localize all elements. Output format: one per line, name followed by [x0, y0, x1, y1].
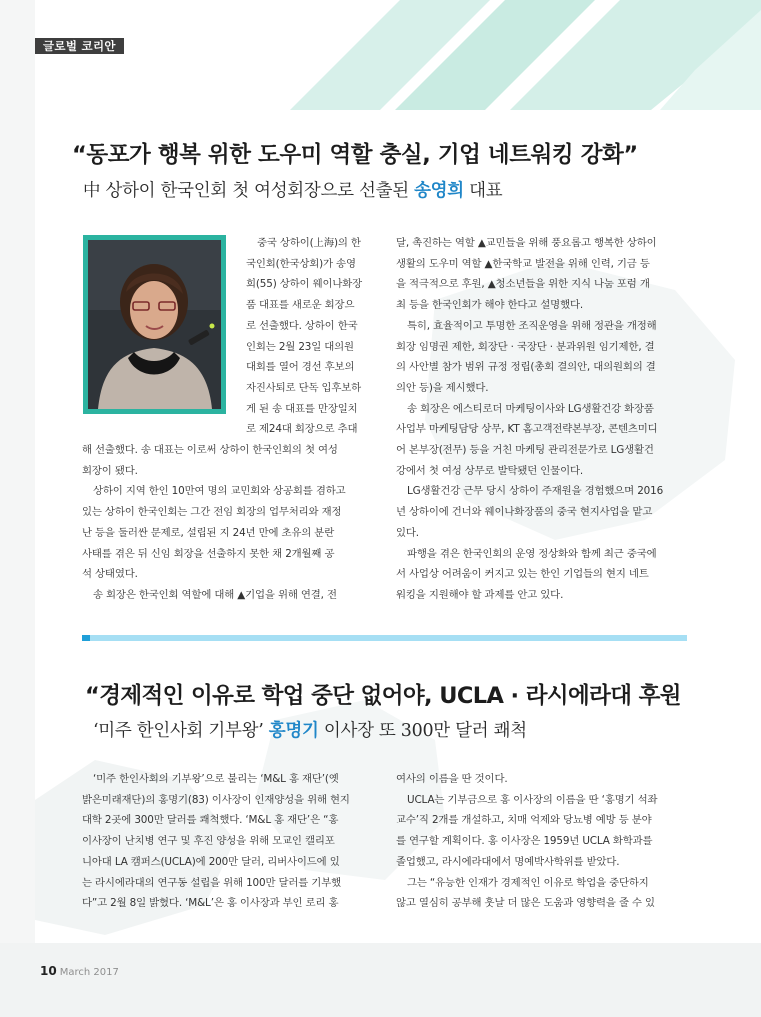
- text-line: 회장 임명권 제한, 회장단 · 국장단 · 분과위원 임기제한, 결: [396, 340, 655, 353]
- article2-subhead-name: 홍명기: [268, 721, 319, 741]
- text-line: 인회는 2월 23일 대의원: [246, 340, 354, 353]
- article1-headline: “동포가 행복 위한 도우미 역할 충실, 기업 네트워킹 강화”: [72, 142, 638, 168]
- article1-subhead-name: 송영희: [414, 181, 464, 201]
- text-line: 최 등을 한국인회가 해야 한다고 설명했다.: [396, 299, 584, 312]
- text-line: 파행을 겪은 한국인회의 운영 정상화와 함께 최근 중국에: [407, 547, 657, 560]
- text-line: 의 사안별 참가 범위 규정 정립(총회 결의안, 대의원회의 결: [396, 361, 656, 374]
- article2-subhead-prefix: ‘미주 한인사회 기부왕’: [93, 721, 269, 741]
- text-line: 중국 상하이(上海)의 한: [257, 237, 361, 249]
- page-footer: [40, 964, 119, 978]
- page-bottom-margin: [0, 943, 761, 1017]
- text-line: 대학 2곳에 300만 달러를 쾌척했다. ‘M&L 홍 재단’은 “홍: [82, 814, 339, 827]
- text-line: 난 등을 둘러싼 문제로, 설립된 지 24년 만에 초유의 분란: [82, 526, 335, 539]
- article2-subhead-suffix: 이사장 또 300만 달러 쾌척: [318, 721, 527, 741]
- text-line: 달, 촉진하는 역할 ▲교민들을 위해 풍요롭고 행복한 상하이: [396, 237, 657, 249]
- article2-subhead: [93, 719, 733, 743]
- portrait-image: [88, 240, 221, 409]
- text-line: 있다.: [396, 526, 419, 539]
- text-line: 사태를 겪은 뒤 신임 회장을 선출하지 못한 채 2개월째 공: [82, 547, 335, 560]
- text-line: 송 회장은 에스티로더 마케팅이사와 LG생활건강 화장품: [407, 402, 654, 415]
- text-line: 서 사업상 어려움이 커지고 있는 한인 기업들의 현지 네트: [396, 568, 649, 581]
- text-line: 는 라시에라대의 연구동 설립을 위해 100만 달러를 기부했: [82, 876, 341, 889]
- text-line: 니아대 LA 캠퍼스(UCLA)에 200만 달러, 리버사이드에 있: [82, 855, 340, 868]
- text-line: 게 된 송 대표를 만장일치: [246, 402, 358, 415]
- text-line: 밝은미래재단)의 홍명기(83) 이사장이 인재양성을 위해 현지: [82, 793, 350, 806]
- text-line: ‘미주 한인사회의 기부왕’으로 불리는 ‘M&L 홍 재단’(옛: [93, 773, 339, 785]
- text-line: 회장이 됐다.: [82, 464, 138, 477]
- text-line: 을 적극적으로 후원, ▲청소년들을 위한 지식 나눔 포럼 개: [396, 278, 650, 291]
- text-line: 상하이 지역 한인 10만여 명의 교민회와 상공회를 겸하고: [93, 485, 346, 498]
- text-line: 희(55) 상하이 웨이나화장: [246, 278, 363, 291]
- text-line: 해 선출했다. 송 대표는 이로써 상하이 한국인회의 첫 여성: [82, 444, 338, 456]
- text-line: 특히, 효율적이고 투명한 조직운영을 위해 정관을 개정해: [407, 319, 657, 332]
- text-line: 대회를 열어 경선 후보의: [246, 361, 355, 374]
- text-line: 국인회(한국상회)가 송영: [246, 257, 356, 270]
- text-line: LG생활건강 근무 당시 상하이 주재원을 경험했으며 2016: [407, 485, 664, 498]
- page-number: 10: [40, 964, 57, 978]
- text-line: 있는 상하이 한국인회는 그간 전임 회장의 업무처리와 재정: [82, 506, 342, 519]
- text-line: UCLA는 기부금으로 홍 이사장의 이름을 딴 ‘홍명기 석좌: [407, 793, 658, 806]
- section-tag: 글로벌 코리안: [35, 38, 124, 54]
- text-line: 이사장이 난치병 연구 및 후진 양성을 위해 모교인 캘리포: [82, 835, 335, 848]
- text-line: 않고 열심히 공부해 훗날 더 많은 도움과 영향력을 줄 수 있: [396, 897, 655, 910]
- text-line: 년 상하이에 건너와 웨이나화장품의 중국 현지사업을 맡고: [396, 506, 653, 519]
- text-line: 다”고 2월 8일 밝혔다. ‘M&L’은 홍 이사장과 부인 로리 홍: [82, 897, 339, 910]
- issue-date: March 2017: [59, 967, 119, 978]
- text-line: 워킹을 지원해야 할 과제를 안고 있다.: [396, 588, 564, 601]
- text-line: 로 선출했다. 상하이 한국: [246, 319, 358, 332]
- text-line: 그는 “유능한 인재가 경제적인 이유로 학업을 중단하지: [407, 876, 649, 889]
- text-line: 어 본부장(전무) 등을 거친 마케팅 관리전문가로 LG생활건: [396, 444, 654, 456]
- portrait-photo: [83, 235, 226, 414]
- section-divider: [82, 635, 687, 641]
- text-line: 를 연구할 계획이다. 홍 이사장은 1959년 UCLA 화학과를: [396, 835, 653, 848]
- text-line: 사업부 마케팅담당 상무, KT 홈고객전략본부장, 콘텐츠미디: [396, 423, 658, 436]
- text-line: 졸업했고, 라시에라대에서 명예박사학위를 받았다.: [396, 855, 620, 868]
- article2-headline: “경제적인 이유로 학업 중단 없어야, UCLA · 라시에라대 후원: [85, 683, 681, 709]
- section-divider-accent: [82, 635, 90, 641]
- text-line: 강에서 첫 여성 상무로 발탁됐던 인물이다.: [396, 464, 584, 477]
- text-line: 품 대표를 새로운 회장으: [246, 299, 355, 312]
- text-line: 석 상태였다.: [82, 568, 138, 581]
- article1-subhead: [83, 179, 743, 203]
- article1-subhead-prefix: 中 상하이 한국인회 첫 여성회장으로 선출된: [83, 181, 415, 201]
- text-line: 송 회장은 한국인회 역할에 대해 ▲기업을 위해 연결, 전: [93, 588, 337, 601]
- text-line: 로 제24대 회장으로 추대: [246, 423, 358, 436]
- text-line: 의안 등)을 제시했다.: [396, 381, 489, 394]
- text-line: 여사의 이름을 딴 것이다.: [396, 773, 508, 785]
- article1-subhead-suffix: 대표: [463, 181, 503, 201]
- text-line: 자진사퇴로 단독 입후보하: [246, 381, 362, 394]
- text-line: 생활의 도우미 역할 ▲한국학교 발전을 위해 인력, 기금 등: [396, 257, 650, 270]
- text-line: 교수’직 2개를 개설하고, 치매 억제와 당뇨병 예방 등 분야: [396, 814, 652, 827]
